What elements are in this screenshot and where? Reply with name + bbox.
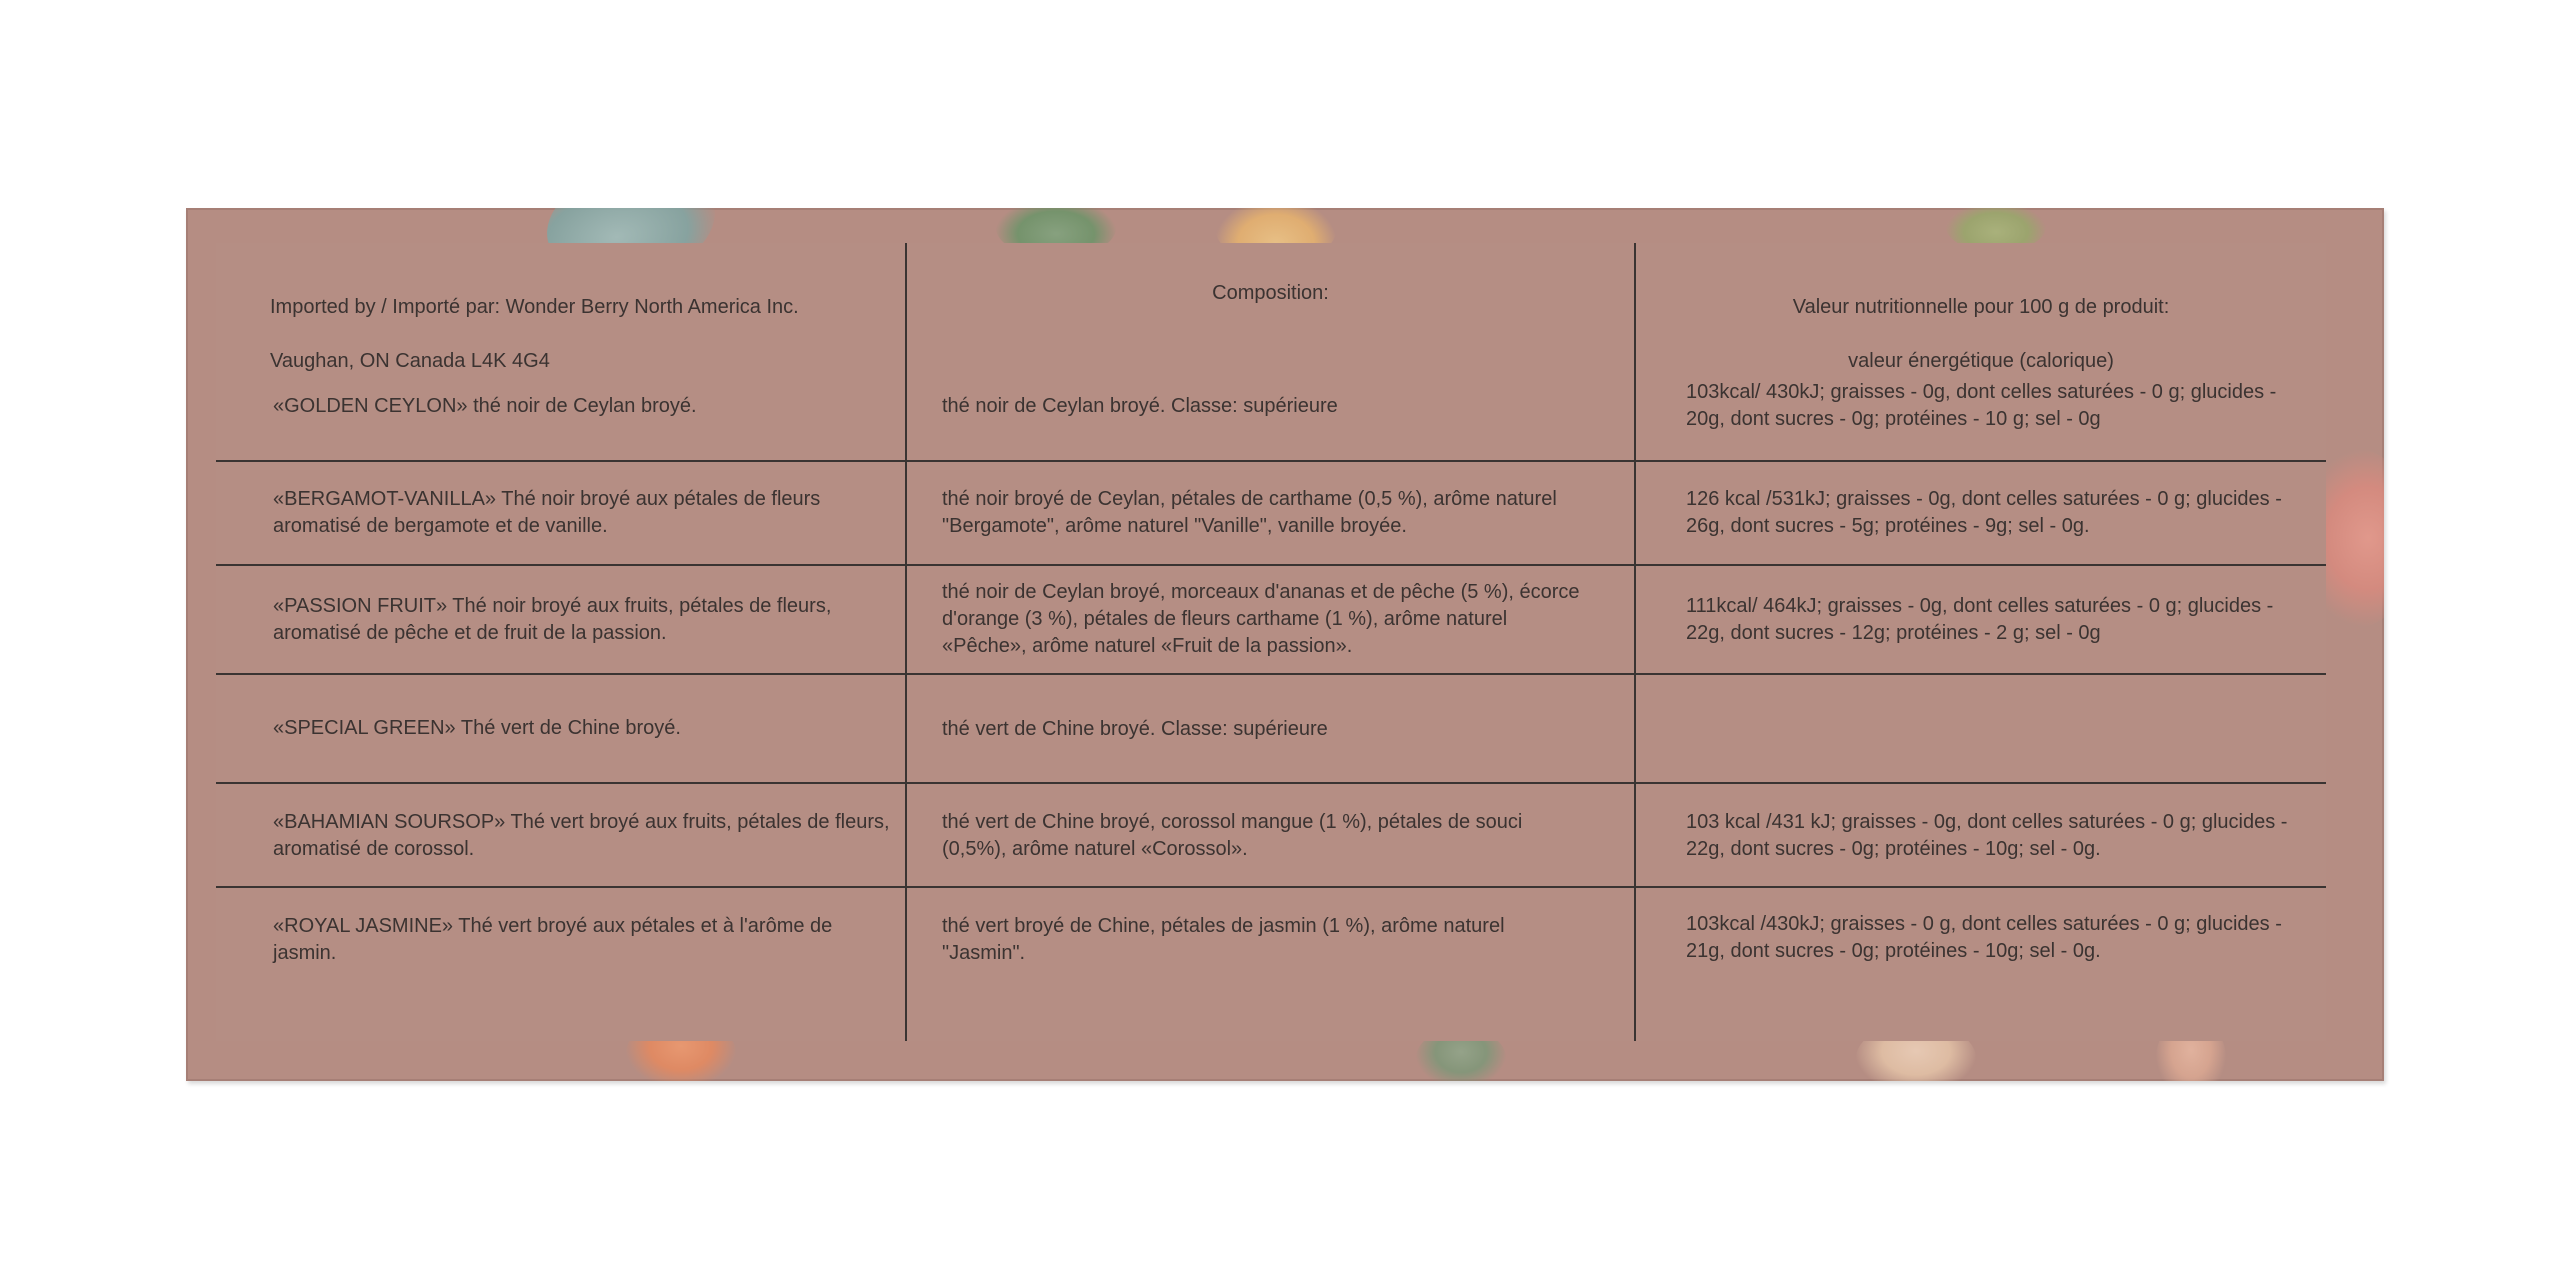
importer-info [270, 267, 890, 402]
tea-label-panel [186, 208, 2384, 1081]
importer-line-2: Vaughan, ON Canada L4K 4G4 [270, 350, 550, 372]
row-divider [216, 886, 2326, 888]
nutrition-golden-ceylon: 103kcal/ 430kJ; graisses - 0g, dont celles saturées - 0 g; glucides - 20g, dont sucres - 0g; protéines - 10 g; sel - 0g [1686, 381, 2277, 430]
row-divider [216, 460, 2326, 462]
composition-royal-jasmine: thé vert broyé de Chine, pétales de jasmin (1 %), arôme naturel "Jasmin". [942, 915, 1505, 964]
tea-name-passion-fruit: «PASSION FRUIT» Thé noir broyé aux fruits, pétales de fleurs, aromatisé de pêche et de fruit de la passion. [273, 595, 832, 644]
composition-passion-fruit: thé noir de Ceylan broyé, morceaux d'ananas et de pêche (5 %), écorce d'orange (3 %), pétales de fleurs carthame (1 %), arôme naturel «Pêche», arôme naturel «Fruit de la passion». [942, 581, 1580, 657]
composition-header: Composition: [1212, 282, 1329, 304]
tea-name-bergamot-vanilla: «BERGAMOT-VANILLA» Thé noir broyé aux pétales de fleurs aromatisé de bergamote et de vanille. [273, 488, 821, 537]
nutrition-bergamot-vanilla: 126 kcal /531kJ; graisses - 0g, dont celles saturées - 0 g; glucides - 26g, dont sucres - 5g; protéines - 9g; sel - 0g. [1686, 488, 2282, 537]
tea-name-special-green: «SPECIAL GREEN» Thé vert de Chine broyé. [273, 717, 681, 739]
composition-bergamot-vanilla: thé noir broyé de Ceylan, pétales de carthame (0,5 %), arôme naturel "Bergamote", arôme naturel "Vanille", vanille broyée. [942, 488, 1557, 537]
tea-name-royal-jasmine: «ROYAL JASMINE» Thé vert broyé aux pétales et à l'arôme de jasmin. [273, 915, 833, 964]
ingredients-table [216, 243, 2326, 1041]
row-divider [216, 782, 2326, 784]
tea-name-golden-ceylon: «GOLDEN CEYLON» thé noir de Ceylan broyé. [273, 395, 697, 417]
row-divider [216, 564, 2326, 566]
nutrition-royal-jasmine: 103kcal /430kJ; graisses - 0 g, dont celles saturées - 0 g; glucides - 21g, dont sucres - 0g; protéines - 10g; sel - 0g. [1686, 913, 2282, 962]
composition-special-green: thé vert de Chine broyé. Classe: supérieure [942, 718, 1328, 740]
nutrition-passion-fruit: 111kcal/ 464kJ; graisses - 0g, dont celles saturées - 0 g; glucides - 22g, dont sucres - 12g; protéines - 2 g; sel - 0g [1686, 595, 2274, 644]
nutrition-header-line-2: valeur énergétique (calorique) [1848, 350, 2114, 372]
column-divider [905, 243, 907, 1041]
importer-line-1: Imported by / Importé par: Wonder Berry North America Inc. [270, 296, 799, 318]
row-divider [216, 673, 2326, 675]
composition-golden-ceylon: thé noir de Ceylan broyé. Classe: supérieure [942, 395, 1338, 417]
nutrition-bahamian-soursop: 103 kcal /431 kJ; graisses - 0g, dont celles saturées - 0 g; glucides - 22g, dont sucres - 0g; protéines - 10g; sel - 0g. [1686, 811, 2288, 860]
tea-name-bahamian-soursop: «BAHAMIAN SOURSOP» Thé vert broyé aux fruits, pétales de fleurs, aromatisé de corossol. [273, 811, 890, 860]
nutrition-header-line-1: Valeur nutritionnelle pour 100 g de produit: [1792, 296, 2170, 318]
composition-bahamian-soursop: thé vert de Chine broyé, corossol mangue (1 %), pétales de souci (0,5%), arôme naturel «Corossol». [942, 811, 1523, 860]
